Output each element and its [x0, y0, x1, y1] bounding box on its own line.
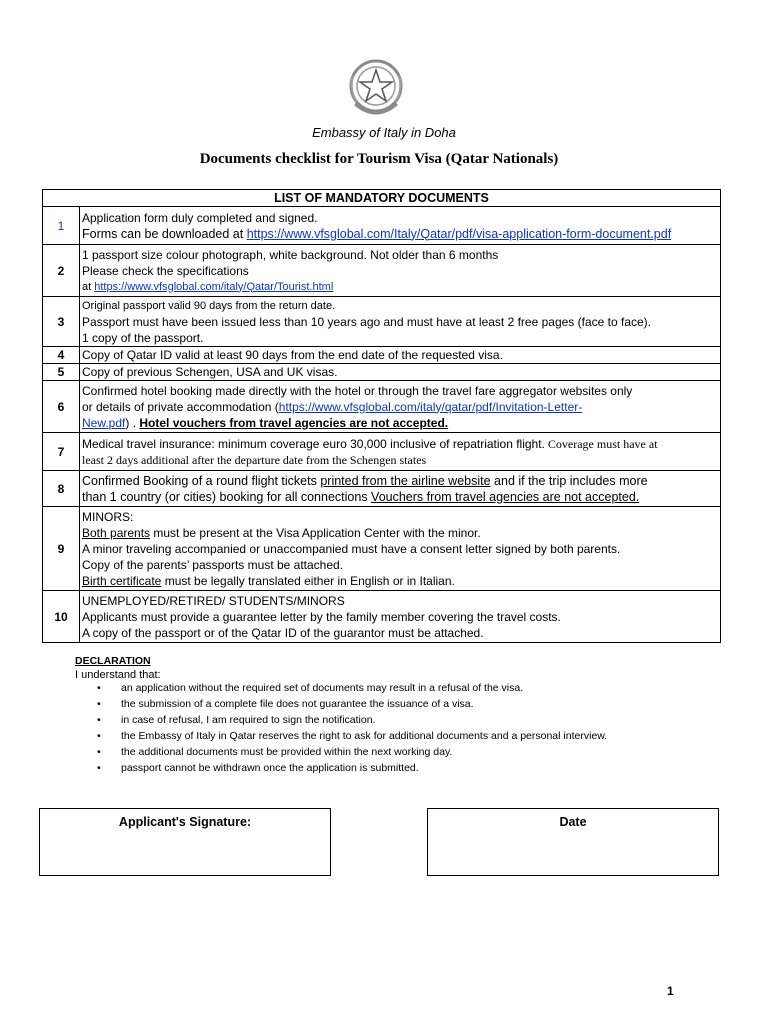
invitation-letter-link-cont[interactable]: New.pdf	[82, 415, 126, 430]
row-number: 4	[43, 347, 80, 364]
row-text: UNEMPLOYED/RETIRED/ STUDENTS/MINORS	[82, 593, 345, 608]
row-text: than 1 country (or cities) booking for all connections	[82, 489, 372, 504]
row-number: 9	[43, 507, 80, 591]
table-header-row	[43, 190, 721, 207]
row-text: 1 passport size colour photograph, white background. Not older than 6 months	[82, 247, 499, 262]
table-row	[43, 297, 721, 347]
row-number: 1	[43, 207, 80, 245]
row-text: Confirmed Booking of a round flight tickets	[82, 473, 321, 488]
row-content	[80, 347, 721, 364]
row-number: 3	[43, 297, 80, 347]
row-text-emphasis: Hotel vouchers from travel agencies are not accepted.	[139, 415, 449, 430]
row-number: 2	[43, 245, 80, 297]
table-row	[43, 471, 721, 507]
table-heading: LIST OF MANDATORY DOCUMENTS	[43, 190, 721, 207]
row-number: 6	[43, 381, 80, 433]
row-number: 5	[43, 364, 80, 381]
date-box[interactable]	[427, 808, 719, 876]
row-text: ) .	[125, 415, 140, 430]
row-text: Confirmed hotel booking made directly with the hotel or through the travel fare aggregator websites only	[82, 383, 633, 398]
list-item: • passport cannot be withdrawn once the application is submitted.	[75, 762, 715, 778]
table-row	[43, 591, 721, 643]
italian-emblem-icon	[345, 56, 407, 122]
table-row	[43, 364, 721, 381]
row-content	[80, 471, 721, 507]
table-row	[43, 381, 721, 433]
row-text-emphasis: printed from the airline website	[320, 473, 491, 488]
row-text-emphasis: Vouchers from travel agencies are not accepted.	[371, 489, 640, 504]
mandatory-documents-table	[42, 189, 721, 643]
row-content	[80, 207, 721, 245]
row-text: MINORS:	[82, 509, 134, 524]
row-text-emphasis: Birth certificate	[82, 573, 162, 588]
row-text: Copy of previous Schengen, USA and UK visas.	[82, 365, 338, 379]
date-label: Date	[559, 815, 587, 829]
table-row	[43, 433, 721, 471]
row-text: Application form duly completed and signed.	[82, 210, 318, 225]
list-item: • in case of refusal, I am required to sign the notification.	[75, 714, 715, 730]
applicant-signature-label: Applicant's Signature:	[118, 815, 252, 829]
declaration-heading: DECLARATION	[75, 655, 151, 667]
row-text: least 2 days additional after the departure date from the Schengen states	[82, 452, 427, 467]
row-text: Copy of the parents’ passports must be attached.	[82, 557, 344, 572]
page-title: Documents checklist for Tourism Visa (Qatar Nationals)	[199, 151, 559, 167]
row-text: Original passport valid 90 days from the return date.	[82, 299, 336, 312]
list-item: • the Embassy of Italy in Qatar reserves the right to ask for additional documents and a personal interview.	[75, 730, 715, 746]
row-number: 8	[43, 471, 80, 507]
declaration-section	[75, 655, 715, 778]
table-row	[43, 347, 721, 364]
photo-specifications-link[interactable]: https://www.vfsglobal.com/italy/Qatar/Tourist.html	[94, 280, 334, 293]
row-text: A copy of the passport or of the Qatar ID of the guarantor must be attached.	[82, 625, 484, 640]
row-text: Medical travel insurance: minimum coverage euro 30,000 inclusive of repatriation flight.	[82, 436, 545, 451]
row-number: 7	[43, 433, 80, 471]
table-row	[43, 245, 721, 297]
row-content	[80, 297, 721, 347]
row-text: must be present at the Visa Application Center with the minor.	[150, 525, 481, 540]
declaration-list	[75, 682, 715, 778]
row-text: Copy of Qatar ID valid at least 90 days from the end date of the requested visa.	[82, 348, 503, 362]
row-text: or details of private accommodation (	[82, 399, 279, 414]
table-row	[43, 207, 721, 245]
page-number: 1	[667, 984, 674, 998]
row-text: Passport must have been issued less than 10 years ago and must have at least 2 free pages (face to face).	[82, 314, 651, 329]
row-text: Coverage must have at	[544, 436, 658, 451]
row-content	[80, 381, 721, 433]
row-content	[80, 507, 721, 591]
embassy-name: Embassy of Italy in Doha	[312, 125, 456, 140]
list-item: • the submission of a complete file does not guarantee the issuance of a visa.	[75, 698, 715, 714]
row-text: 1 copy of the passport.	[82, 330, 204, 345]
row-text: and if the trip includes more	[490, 473, 648, 488]
invitation-letter-link[interactable]: https://www.vfsglobal.com/italy/qatar/pdf/Invitation-Letter-	[278, 399, 583, 414]
list-item: • the additional documents must be provided within the next working day.	[75, 746, 715, 762]
row-text-emphasis: Both parents	[82, 525, 151, 540]
row-text: Applicants must provide a guarantee letter by the family member covering the travel costs.	[82, 609, 561, 624]
row-text: A minor traveling accompanied or unaccompanied must have a consent letter signed by both parents.	[82, 541, 621, 556]
row-content	[80, 591, 721, 643]
row-content	[80, 245, 721, 297]
list-item: • an application without the required set of documents may result in a refusal of the visa.	[75, 682, 715, 698]
row-content	[80, 364, 721, 381]
row-content	[80, 433, 721, 471]
row-text: at	[82, 280, 95, 293]
declaration-intro: I understand that:	[75, 669, 161, 681]
row-text: must be legally translated either in English or in Italian.	[161, 573, 455, 588]
table-row	[43, 507, 721, 591]
row-number: 10	[43, 591, 80, 643]
application-form-link[interactable]: https://www.vfsglobal.com/Italy/Qatar/pdf/visa-application-form-document.pdf	[246, 226, 672, 241]
applicant-signature-box[interactable]	[39, 808, 331, 876]
row-text: Forms can be downloaded at	[82, 226, 247, 241]
row-text: Please check the specifications	[82, 263, 249, 278]
